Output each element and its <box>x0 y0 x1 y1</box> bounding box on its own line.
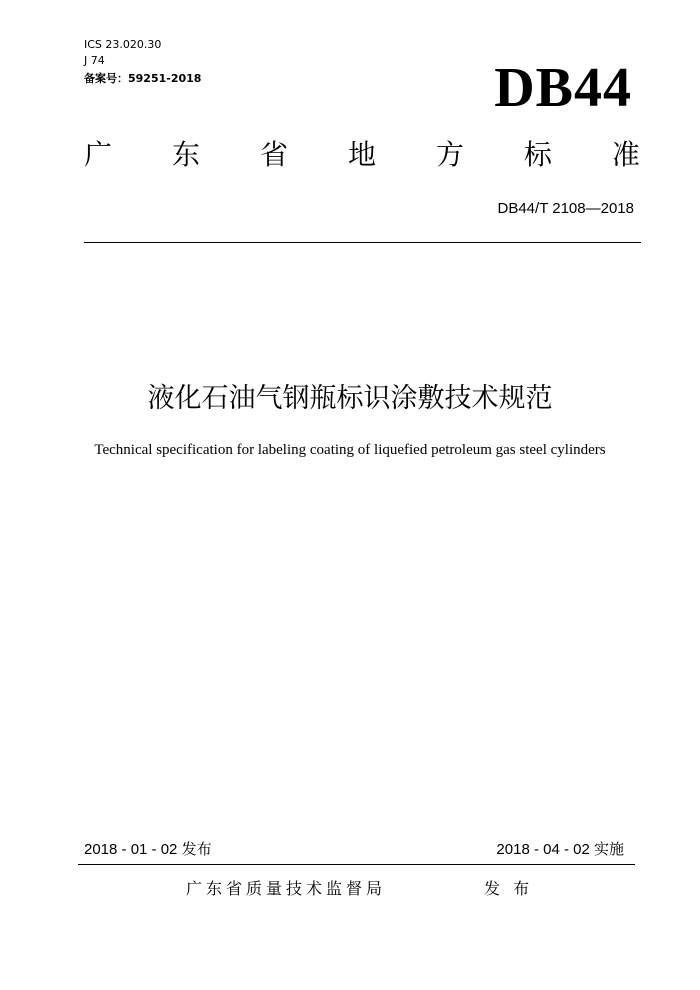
footer-divider <box>78 864 635 865</box>
ics-code: ICS 23.020.30 <box>84 38 162 51</box>
ccs-code: J 74 <box>84 54 105 67</box>
standard-type-char: 广 <box>84 138 113 171</box>
standard-type-char: 省 <box>259 138 288 171</box>
publish-date: 2018 - 01 - 02 发布 <box>84 841 212 858</box>
standard-type <box>84 138 640 172</box>
header-divider <box>84 242 641 243</box>
implement-date: 2018 - 04 - 02 实施 <box>496 841 624 858</box>
standard-type-char: 地 <box>347 138 376 171</box>
filing-number: 备案号：59251-2018 <box>84 72 202 85</box>
standard-type-char: 准 <box>611 138 640 171</box>
document-title-english: Technical specification for labeling coating of liquefied petroleum gas steel cylinders <box>94 442 606 458</box>
issuer: 广东省质量技术监督局 <box>186 879 387 898</box>
standard-number: DB44/T 2108—2018 <box>497 200 634 217</box>
standard-type-char: 东 <box>171 138 200 171</box>
standard-logo: DB44 <box>494 57 632 119</box>
issue-word: 发 布 <box>484 879 534 898</box>
standard-type-char: 方 <box>435 138 464 171</box>
standard-type-char: 标 <box>523 138 552 171</box>
document-title: 液化石油气钢瓶标识涂敷技术规范 <box>147 383 553 414</box>
